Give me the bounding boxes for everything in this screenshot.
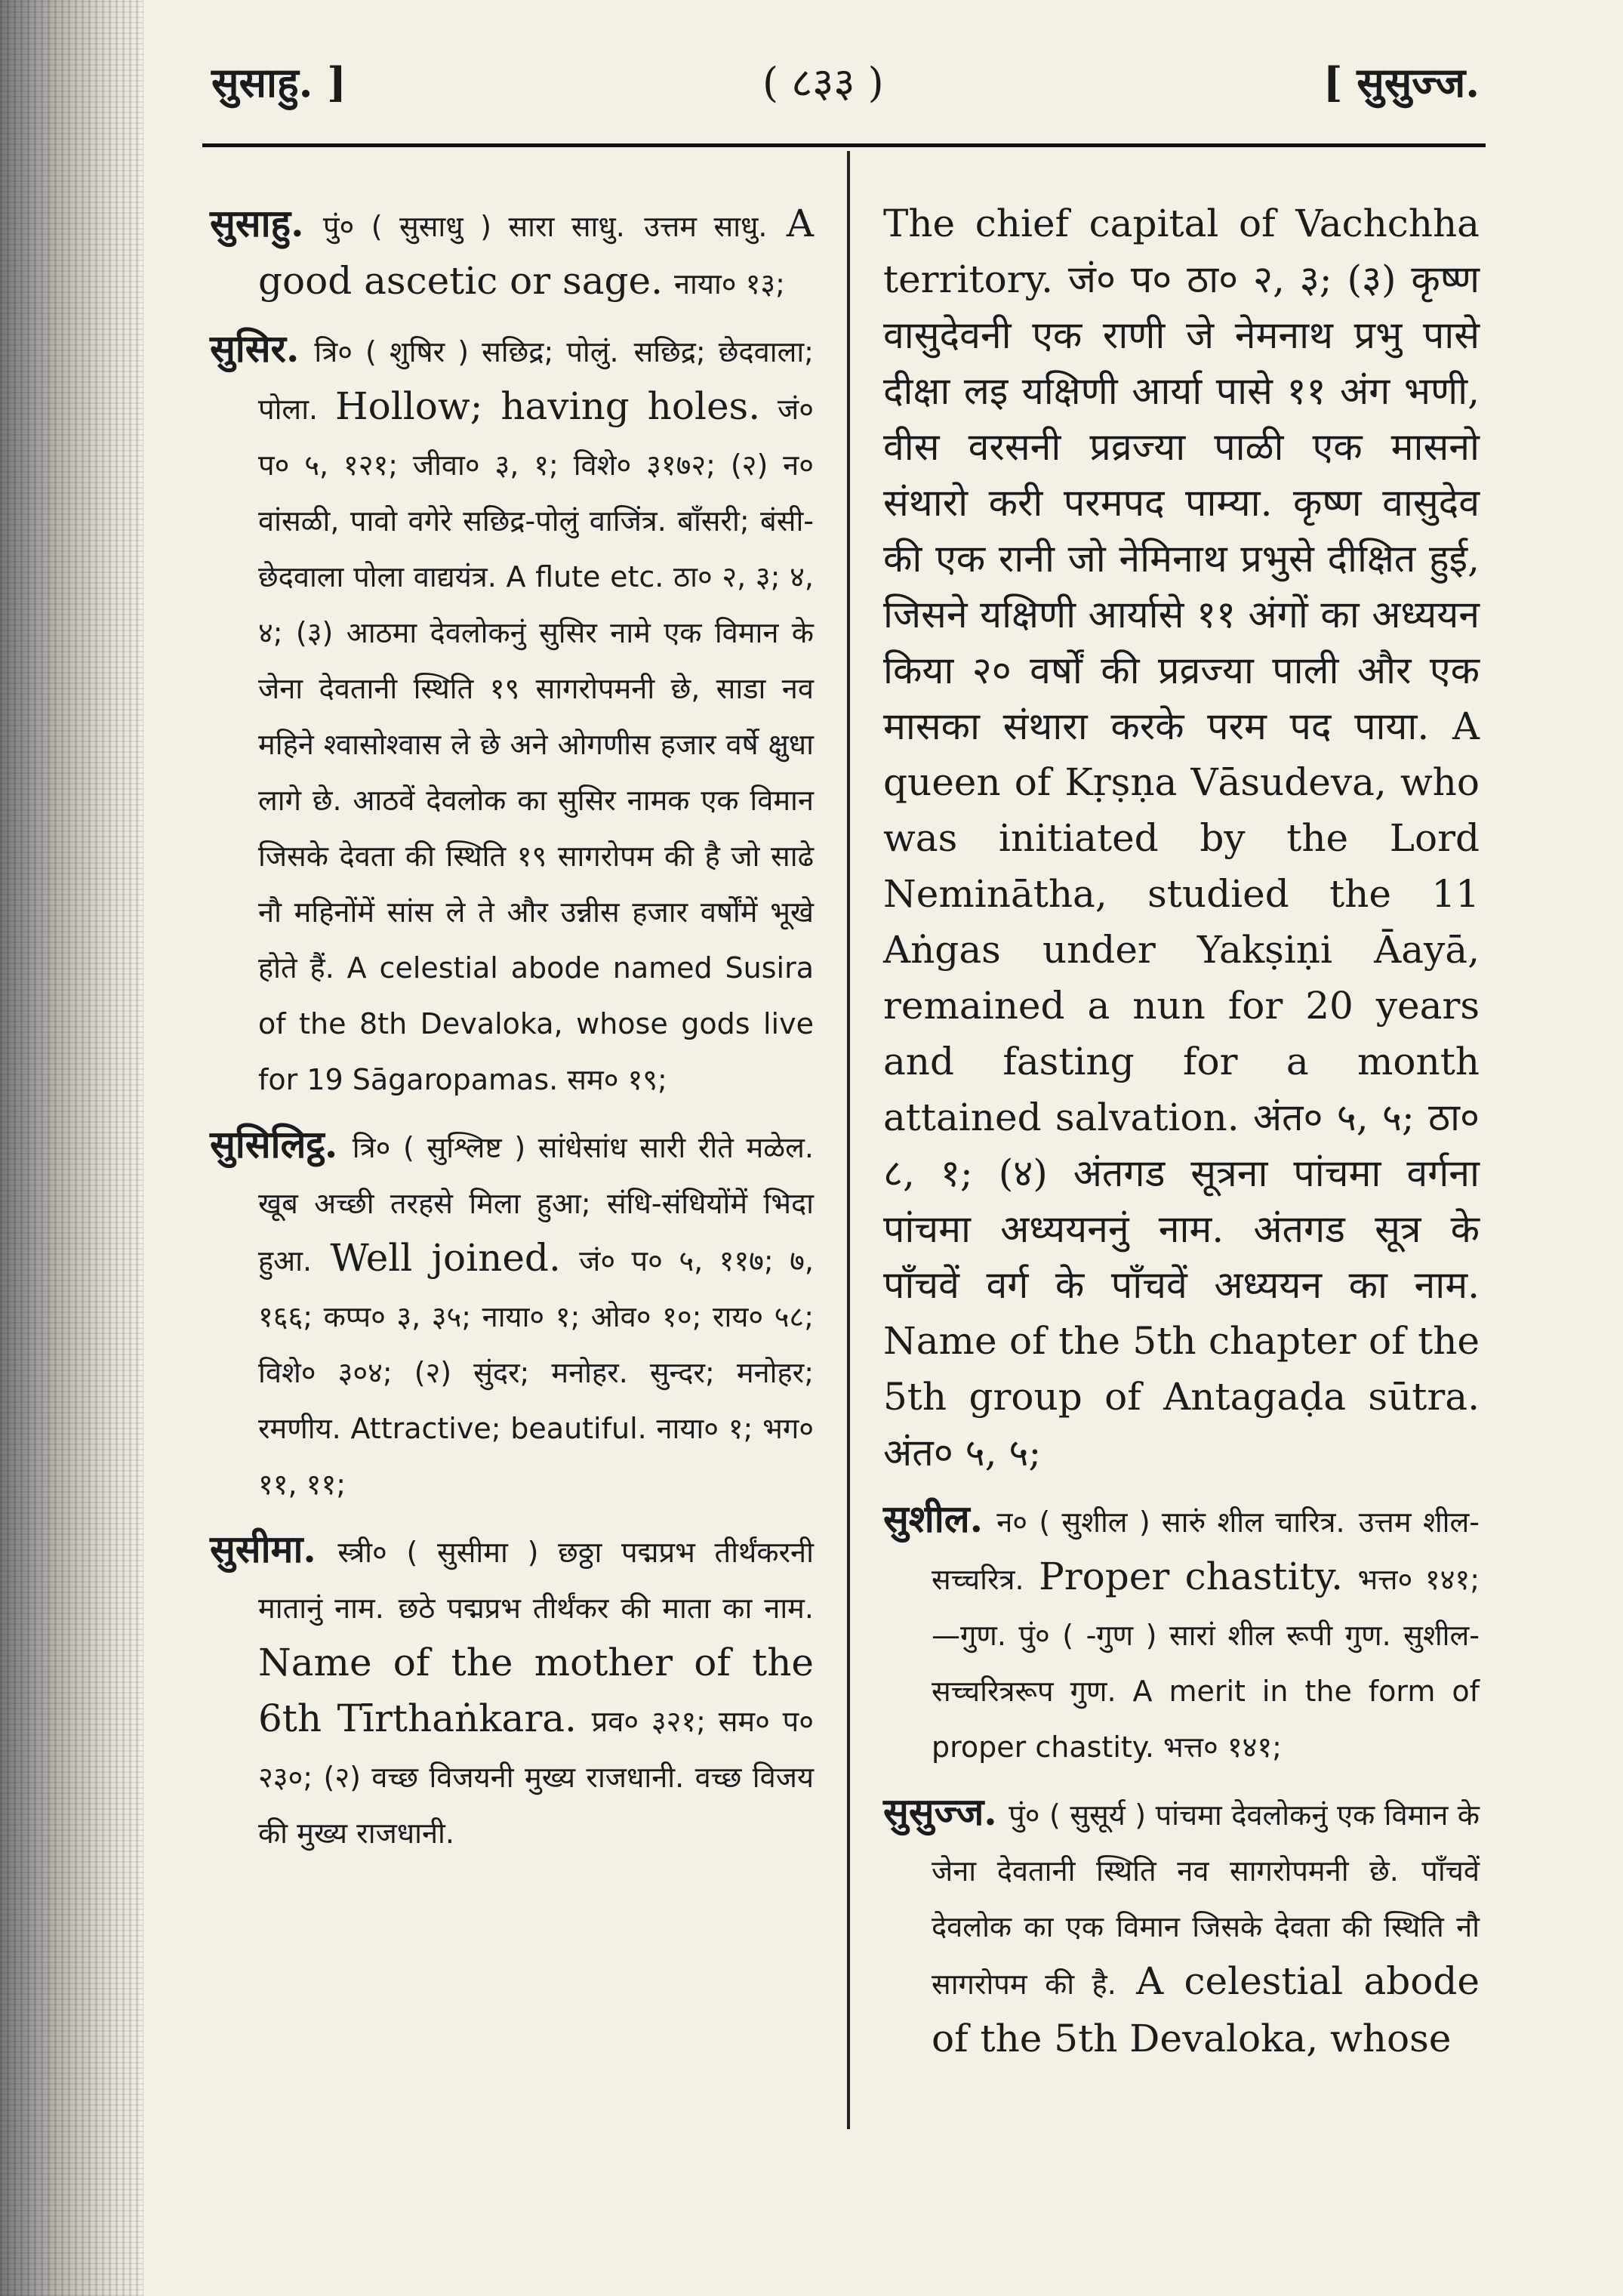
entry-references: भत्त० १४१; —गुण. पुं० ( -गुण ) सारां शील रूपी गुण. सुशील-सच्चरित्ररूप गुण. A merit in the form of proper chastity. भत्त० १४१; [932, 1563, 1480, 1764]
entry-hindi: पाँचवें देवलोक का एक विमान जिसके देवता की स्थिति नौ सागरोपम की है. [932, 1854, 1480, 2001]
entry-gujarati: पुं० ( सुसूर्य ) पांचमा देवलोकनुं एक विमान के जेना देवतानी स्थिति नव सागरोपमनी छे. [932, 1798, 1480, 1888]
entry-headword: सुशील. [883, 1496, 984, 1541]
entry-references: जं० प० ५, ११७; ७, १६६; कप्प० ३, ३५; नाया० १; ओव० १०; राय० ५८; विशे० ३०४; (२) सुंदर; मनोहर. सुन्दर; मनोहर; रमणीय. Attractive; beautiful. नाया० १; भग० ११, ११; [258, 1244, 814, 1501]
entry-gujarati: त्रि० ( शुषिर ) सछिद्र; पोलुं. [314, 335, 619, 368]
entry-english: Hollow; having holes. [335, 384, 761, 428]
dictionary-entry [883, 1785, 1480, 2067]
entry-gujarati: त्रि० ( सुश्लिष्ट ) सांधेसांध सारी रीते मळेल. [352, 1131, 814, 1164]
page-number: ( ८३३ ) [762, 59, 884, 106]
entry-hindi: उत्तम शील-सच्चरित्र. [932, 1505, 1480, 1596]
dictionary-entry [210, 1522, 814, 1860]
column-divider [847, 151, 850, 2129]
entry-english: Name of the mother of the 6th Tīrthaṅkara. [258, 1641, 814, 1740]
entry-gujarati: पुं० ( सुसाधु ) सारा साधु. [322, 210, 625, 243]
scanned-page-edge-shadow [0, 0, 143, 2296]
dictionary-entry [210, 322, 814, 1107]
header-right-catchword: [ सुसुज्ज. [1323, 58, 1480, 106]
right-column [883, 196, 1480, 2078]
entry-headword: सुसाहु. [210, 201, 304, 245]
left-column [210, 196, 814, 1871]
entry-gujarati: स्त्री० ( सुसीमा ) छठ्ठा पद्मप्रभ तीर्थंकरनी मातानुं नाम. [258, 1536, 814, 1625]
entry-continuation [883, 196, 1480, 1481]
entry-english: A celestial abode of the 5th Devaloka, whose [932, 1959, 1480, 2060]
dictionary-entry [883, 1492, 1480, 1774]
header-rule [202, 143, 1486, 147]
entry-headword: सुसिलिट्ठ. [210, 1122, 338, 1166]
entry-headword: सुसुज्ज. [883, 1789, 997, 1834]
entry-hindi: उत्तम साधु. [644, 210, 768, 243]
entry-hindi: सछिद्र; छेदवाला; पोला. [258, 335, 814, 426]
entry-hindi: खूब अच्छी तरहसे मिला हुआ; संधि-संधियोंमें भिदा हुआ. [258, 1187, 814, 1277]
entry-headword: सुसीमा. [210, 1527, 316, 1571]
entry-headword: सुसिर. [210, 326, 300, 371]
dictionary-entry [210, 1117, 814, 1512]
entry-references: जं० प० ५, १२१; जीवा० ३, १; विशे० ३१७२; (२) न० वांसळी, पावो वगेरे सछिद्र-पोलुं वाजिंत्र. बाँसरी; बंसी-छेदवाला पोला वाद्ययंत्र. A flute etc. ठा० २, ३; ४, ४; (३) आठमा देवलोकनुं सुसिर नामे एक विमान के जेना देवतानी स्थिति १९ सागरोपमनी छे, साडा नव महिने श्वासोश्वास ले छे अने ओगणीस हजार वर्षे क्षुधा लागे छे. आठवें देवलोक का सुसिर नामक एक विमान जिसके देवता की स्थिति १९ सागरोपम की है जो साढे नौ महिनोंमें सांस ले ते और उन्नीस हजार वर्षोंमें भूखे होते हैं. A celestial abode named Susira of the 8th Devaloka, whose gods live for 19 Sāgaropamas. सम० १९; [258, 393, 814, 1096]
continued-entry-text: The chief capital of Vachchha territory. जं० प० ठा० २, ३; (३) कृष्ण वासुदेवनी एक राणी जे नेमनाथ प्रभु पासे दीक्षा लइ यक्षिणी आर्या पासे ११ अंग भणी, वीस वरसनी प्रव्रज्या पाळी एक मासनो संथारो करी परमपद पाम्या. कृष्ण वासुदेव की एक रानी जो नेमिनाथ प्रभुसे दीक्षित हुई, जिसने यक्षिणी आर्यासे ११ अंगों का अध्ययन किया २० वर्षों की प्रव्रज्या पाली और एक मासका संथारा करके परम पद पाया. A queen of Kṛṣṇa Vāsudeva, who was initiated by the Lord Neminātha, studied the 11 Aṅgas under Yakṣiṇi Āayā, remained a nun for 20 years and fasting for a month attained salvation. अंत० ५, ५; ठा० ८, १; (४) अंतगड सूत्रना पांचमा वर्गना पांचमा अध्ययननुं नाम. अंतगड सूत्र के पाँचवें वर्ग के पाँचवें अध्ययन का नाम. Name of the 5th chapter of the 5th group of Antagaḍa sūtra. अंत० ५, ५; [883, 202, 1480, 1475]
entry-references: प्रव० ३२१; सम० प० २३०; (२) वच्छ विजयनी मुख्य राजधानी. वच्छ विजय की मुख्य राजधानी. [258, 1705, 814, 1850]
entry-hindi: छठे पद्मप्रभ तीर्थंकर की माता का नाम. [398, 1592, 814, 1625]
entry-gujarati: न० ( सुशील ) सारुं शील चारित्र. [996, 1505, 1345, 1539]
entry-references: नाया० १३; [673, 267, 785, 300]
dictionary-entry [210, 196, 814, 311]
header-left-catchword: सुसाहु. ] [211, 58, 346, 106]
entry-english: A good ascetic or sage. [258, 202, 814, 303]
entry-english: Well joined. [330, 1236, 561, 1280]
entry-english: Proper chastity. [1039, 1555, 1344, 1598]
page-header [204, 45, 1480, 136]
